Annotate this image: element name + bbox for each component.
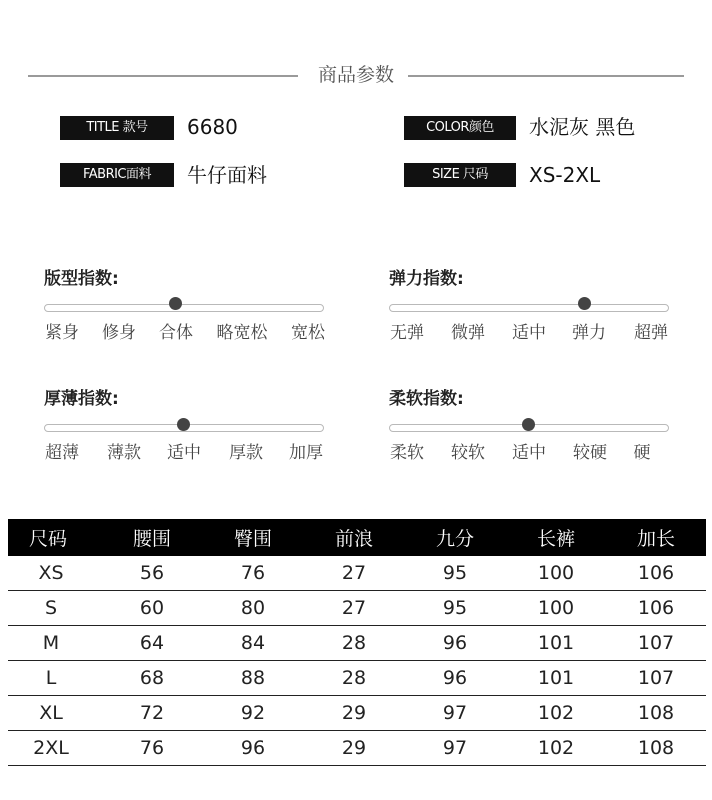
softness-index-knob bbox=[522, 418, 535, 431]
fit-index-track bbox=[44, 304, 324, 312]
table-cell: M bbox=[42, 632, 60, 654]
table-cell: 56 bbox=[139, 562, 165, 584]
header-rule-left bbox=[28, 75, 298, 77]
table-cell: S bbox=[44, 597, 58, 619]
spec-tag-color: COLOR颜色 bbox=[404, 116, 516, 140]
table-cell: 60 bbox=[139, 597, 165, 619]
stretch-index-knob bbox=[578, 297, 591, 310]
stretch-index-track bbox=[389, 304, 669, 312]
table-cell: 96 bbox=[240, 737, 266, 759]
thickness-index-label: 加厚 bbox=[289, 443, 323, 463]
table-row bbox=[8, 556, 706, 591]
table-cell: 100 bbox=[537, 597, 575, 619]
table-cell: 107 bbox=[637, 667, 675, 689]
table-cell: 27 bbox=[341, 562, 367, 584]
softness-index-label: 适中 bbox=[512, 443, 546, 463]
table-cell: 102 bbox=[537, 737, 575, 759]
table-row bbox=[8, 731, 706, 766]
table-cell: 108 bbox=[637, 737, 675, 759]
size-table-header bbox=[8, 519, 706, 556]
thickness-index-title: 厚薄指数: bbox=[44, 389, 119, 409]
stretch-index-label: 适中 bbox=[512, 323, 546, 343]
table-cell: 84 bbox=[240, 632, 266, 654]
table-cell: 106 bbox=[637, 597, 675, 619]
stretch-index-label: 无弹 bbox=[390, 323, 424, 343]
softness-index-label: 较软 bbox=[451, 443, 485, 463]
table-cell: 92 bbox=[240, 702, 266, 724]
table-cell: 95 bbox=[442, 597, 468, 619]
header-cell: 长裤 bbox=[536, 528, 576, 550]
header-cell: 前浪 bbox=[334, 528, 374, 550]
spec-tag-size: SIZE 尺码 bbox=[404, 163, 516, 187]
table-cell: 72 bbox=[139, 702, 165, 724]
table-cell: XS bbox=[38, 562, 64, 584]
header-cell: 尺码 bbox=[28, 528, 68, 550]
table-cell: 27 bbox=[341, 597, 367, 619]
table-cell: 97 bbox=[442, 737, 468, 759]
stretch-index-label: 超弹 bbox=[634, 323, 668, 343]
thickness-index-label: 厚款 bbox=[229, 443, 263, 463]
table-cell: 108 bbox=[637, 702, 675, 724]
header-cell: 腰围 bbox=[132, 528, 172, 550]
stretch-index-title: 弹力指数: bbox=[389, 269, 464, 289]
table-cell: L bbox=[45, 667, 57, 689]
fit-index-label: 紧身 bbox=[45, 323, 79, 343]
fit-index-label: 略宽松 bbox=[216, 323, 268, 343]
table-row bbox=[8, 661, 706, 696]
softness-index-label: 较硬 bbox=[573, 443, 607, 463]
table-row bbox=[8, 696, 706, 731]
fit-index-label: 宽松 bbox=[291, 323, 325, 343]
table-cell: 76 bbox=[139, 737, 165, 759]
header-rule-right bbox=[408, 75, 684, 77]
table-cell: 64 bbox=[139, 632, 165, 654]
thickness-index-label: 超薄 bbox=[45, 443, 79, 463]
table-cell: 29 bbox=[341, 702, 367, 724]
header-cell: 九分 bbox=[435, 528, 475, 550]
table-cell: 68 bbox=[139, 667, 165, 689]
fit-index-knob bbox=[169, 297, 182, 310]
table-cell: 96 bbox=[442, 632, 468, 654]
header-cell: 臀围 bbox=[233, 528, 273, 550]
spec-value-size: XS-2XL bbox=[529, 163, 601, 187]
table-cell: 80 bbox=[240, 597, 266, 619]
table-cell: 28 bbox=[341, 632, 367, 654]
table-cell: 106 bbox=[637, 562, 675, 584]
table-row bbox=[8, 591, 706, 626]
spec-value-title: 6680 bbox=[187, 115, 238, 139]
table-cell: 101 bbox=[537, 667, 575, 689]
spec-tag-title: TITLE 款号 bbox=[60, 116, 174, 140]
table-cell: 95 bbox=[442, 562, 468, 584]
table-cell: 2XL bbox=[33, 737, 69, 759]
table-row bbox=[8, 626, 706, 661]
spec-value-fabric: 牛仔面料 bbox=[187, 163, 267, 187]
spec-tag-fabric: FABRIC面料 bbox=[60, 163, 174, 187]
thickness-index-knob bbox=[177, 418, 190, 431]
header-cell: 加长 bbox=[636, 528, 676, 550]
fit-index-title: 版型指数: bbox=[44, 269, 119, 289]
softness-index-label: 柔软 bbox=[390, 443, 424, 463]
table-cell: 88 bbox=[240, 667, 266, 689]
stretch-index-label: 微弹 bbox=[451, 323, 485, 343]
table-cell: 76 bbox=[240, 562, 266, 584]
table-cell: 101 bbox=[537, 632, 575, 654]
table-cell: 96 bbox=[442, 667, 468, 689]
table-cell: 28 bbox=[341, 667, 367, 689]
table-cell: 29 bbox=[341, 737, 367, 759]
fit-index-label: 合体 bbox=[159, 323, 193, 343]
table-cell: 107 bbox=[637, 632, 675, 654]
table-cell: 102 bbox=[537, 702, 575, 724]
stretch-index-label: 弹力 bbox=[572, 323, 606, 343]
section-title: 商品参数 bbox=[317, 64, 394, 86]
softness-index-title: 柔软指数: bbox=[389, 389, 464, 409]
table-cell: 97 bbox=[442, 702, 468, 724]
table-cell: 100 bbox=[537, 562, 575, 584]
fit-index-label: 修身 bbox=[102, 323, 136, 343]
softness-index-label: 硬 bbox=[633, 443, 651, 463]
thickness-index-label: 适中 bbox=[167, 443, 201, 463]
table-cell: XL bbox=[39, 702, 63, 724]
spec-value-color: 水泥灰 黑色 bbox=[529, 115, 636, 139]
size-table bbox=[8, 519, 706, 766]
thickness-index-label: 薄款 bbox=[107, 443, 141, 463]
